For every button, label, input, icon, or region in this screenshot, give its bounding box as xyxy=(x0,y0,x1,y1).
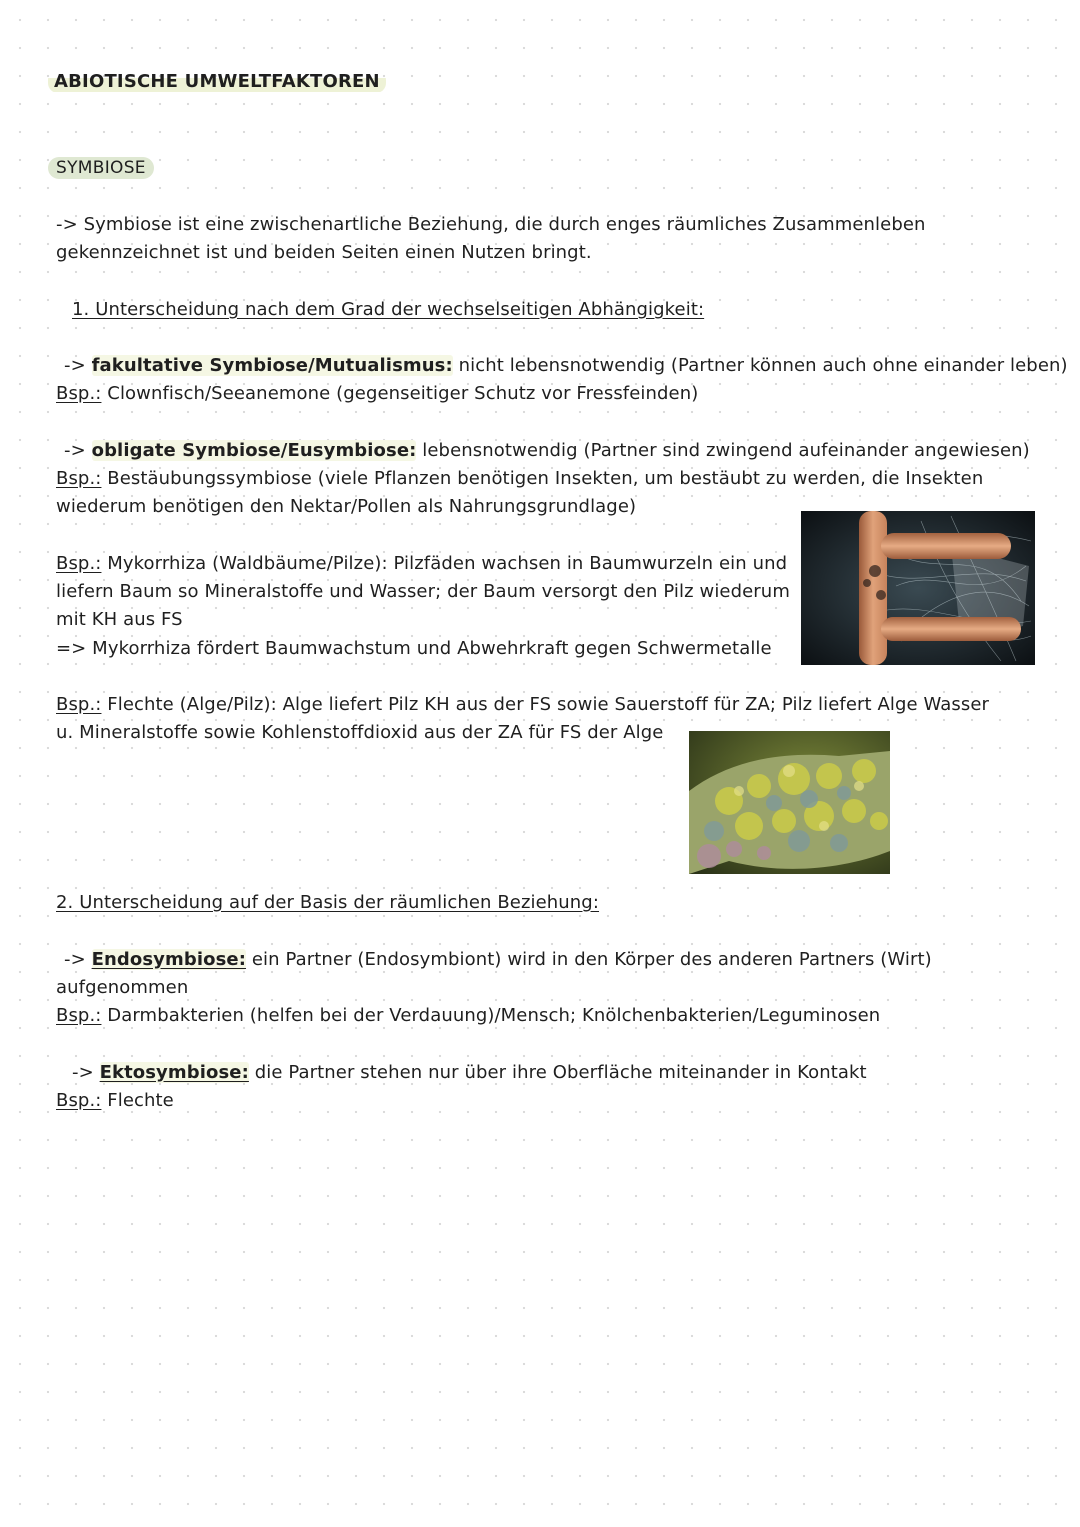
endo-definition xyxy=(64,946,932,974)
part2-heading: 2. Unterscheidung auf der Basis der räumlichen Beziehung: xyxy=(56,892,600,913)
ekto-term: Ektosymbiose: xyxy=(99,1062,249,1083)
fakultativ-example xyxy=(56,380,698,408)
obligat-example-text: Bestäubungssymbiose (viele Pflanzen benötigen Insekten, um bestäubt zu werden, die Insekten xyxy=(107,468,984,489)
flechte-photo xyxy=(689,731,890,874)
mykorrhiza-line-2: liefern Baum so Mineralstoffe und Wasser; der Baum versorgt den Pilz wiederum xyxy=(56,581,790,602)
fakultativ-term: fakultative Symbiose/Mutualismus: xyxy=(91,355,453,376)
bsp-label: Bsp.: xyxy=(56,553,102,574)
arrow: -> xyxy=(64,440,86,461)
obligat-definition xyxy=(64,437,1030,465)
mykorrhiza-conclusion: => Mykorrhiza fördert Baumwachstum und Abwehrkraft gegen Schwermetalle xyxy=(56,638,772,659)
ekto-example-text: Flechte xyxy=(107,1090,174,1111)
fakultativ-definition xyxy=(64,352,1068,380)
bsp-label: Bsp.: xyxy=(56,1090,102,1111)
intro-line-2: gekennzeichnet ist und beiden Seiten einen Nutzen bringt. xyxy=(56,242,592,263)
flechte-line-1 xyxy=(56,691,989,719)
endo-definition-line-2: aufgenommen xyxy=(56,977,189,998)
obligat-example-line-2: wiederum benötigen den Nektar/Pollen als Nahrungsgrundlage) xyxy=(56,496,637,517)
endo-text: ein Partner (Endosymbiont) wird in den Körper des anderen Partners (Wirt) xyxy=(251,949,932,970)
mykorrhiza-photo xyxy=(801,511,1035,665)
ekto-text: die Partner stehen nur über ihre Oberfläche miteinander in Kontakt xyxy=(254,1062,867,1083)
ekto-example xyxy=(56,1087,174,1115)
flechte-text: Flechte (Alge/Pilz): Alge liefert Pilz KH aus der FS sowie Sauerstoff für ZA; Pilz liefert Alge Wasser xyxy=(107,694,990,715)
fakultativ-text: nicht lebensnotwendig (Partner können auch ohne einander leben) xyxy=(458,355,1068,376)
endo-example xyxy=(56,1002,880,1030)
fakultativ-example-text: Clownfisch/Seeanemone (gegenseitiger Schutz vor Fressfeinden) xyxy=(107,383,699,404)
mykorrhiza-line-1 xyxy=(56,550,787,578)
mykorrhiza-text: Mykorrhiza (Waldbäume/Pilze): Pilzfäden wachsen in Baumwurzeln ein und xyxy=(107,553,788,574)
endo-term: Endosymbiose: xyxy=(91,949,247,970)
intro-line-1: -> Symbiose ist eine zwischenartliche Beziehung, die durch enges räumliches Zusammenleben xyxy=(56,214,926,235)
bsp-label: Bsp.: xyxy=(56,694,102,715)
ekto-definition xyxy=(72,1059,867,1087)
arrow: -> xyxy=(64,949,86,970)
flechte-line-2: u. Mineralstoffe sowie Kohlenstoffdioxid aus der ZA für FS der Alge xyxy=(56,722,664,743)
obligat-example xyxy=(56,465,983,493)
bsp-label: Bsp.: xyxy=(56,383,102,404)
page-title: ABIOTISCHE UMWELTFAKTOREN xyxy=(48,70,386,93)
arrow: -> xyxy=(72,1062,94,1083)
endo-example-text: Darmbakterien (helfen bei der Verdauung)/Mensch; Knölchenbakterien/Leguminosen xyxy=(107,1005,881,1026)
bsp-label: Bsp.: xyxy=(56,468,102,489)
arrow: -> xyxy=(64,355,86,376)
section-label: SYMBIOSE xyxy=(48,157,154,179)
bsp-label: Bsp.: xyxy=(56,1005,102,1026)
part1-heading: 1. Unterscheidung nach dem Grad der wechselseitigen Abhängigkeit: xyxy=(72,299,705,320)
obligat-text: lebensnotwendig (Partner sind zwingend aufeinander angewiesen) xyxy=(422,440,1030,461)
obligat-term: obligate Symbiose/Eusymbiose: xyxy=(91,440,417,461)
mykorrhiza-line-3: mit KH aus FS xyxy=(56,609,183,630)
